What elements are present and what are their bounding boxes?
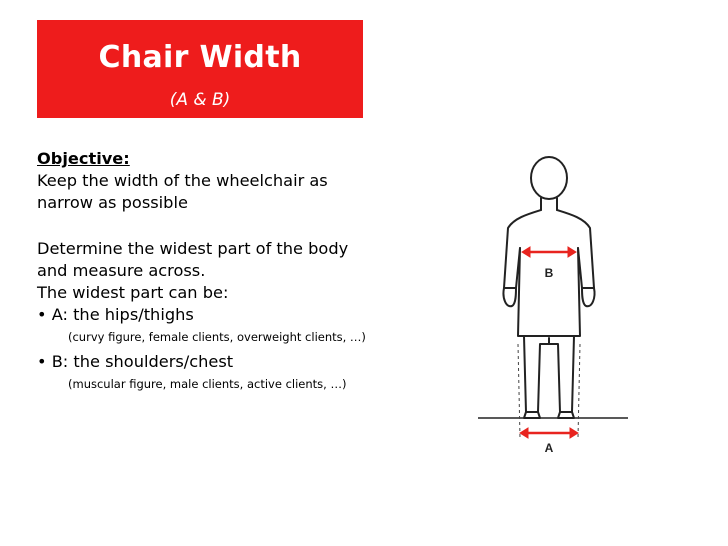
objective-line-2: narrow as possible — [37, 193, 188, 212]
bullet-a: • A: the hips/thighs — [37, 305, 194, 324]
body-measurement-figure — [478, 148, 628, 468]
slide-subtitle: (A & B) — [169, 90, 231, 110]
slide-body — [37, 148, 407, 398]
bullet-a-note: (curvy figure, female clients, overweight clients, …) — [68, 330, 366, 344]
head-shape — [531, 157, 567, 199]
left-arm — [504, 210, 541, 288]
title-banner — [37, 20, 363, 118]
widest-intro: The widest part can be: — [37, 283, 229, 302]
bullet-b: • B: the shoulders/chest — [37, 352, 234, 371]
bullet-b-note: (muscular figure, male clients, active clients, …) — [68, 377, 347, 391]
slide-title: Chair Width — [98, 40, 302, 75]
legs — [524, 336, 574, 412]
objective-line-1: Keep the width of the wheelchair as — [37, 171, 328, 190]
determine-line-1: Determine the widest part of the body — [37, 239, 349, 258]
label-b: B — [544, 266, 554, 280]
torso — [518, 248, 580, 336]
determine-line-2: and measure across. — [37, 261, 206, 280]
label-a: A — [544, 441, 554, 455]
objective-heading: Objective: — [37, 149, 130, 168]
right-arm — [557, 210, 594, 288]
